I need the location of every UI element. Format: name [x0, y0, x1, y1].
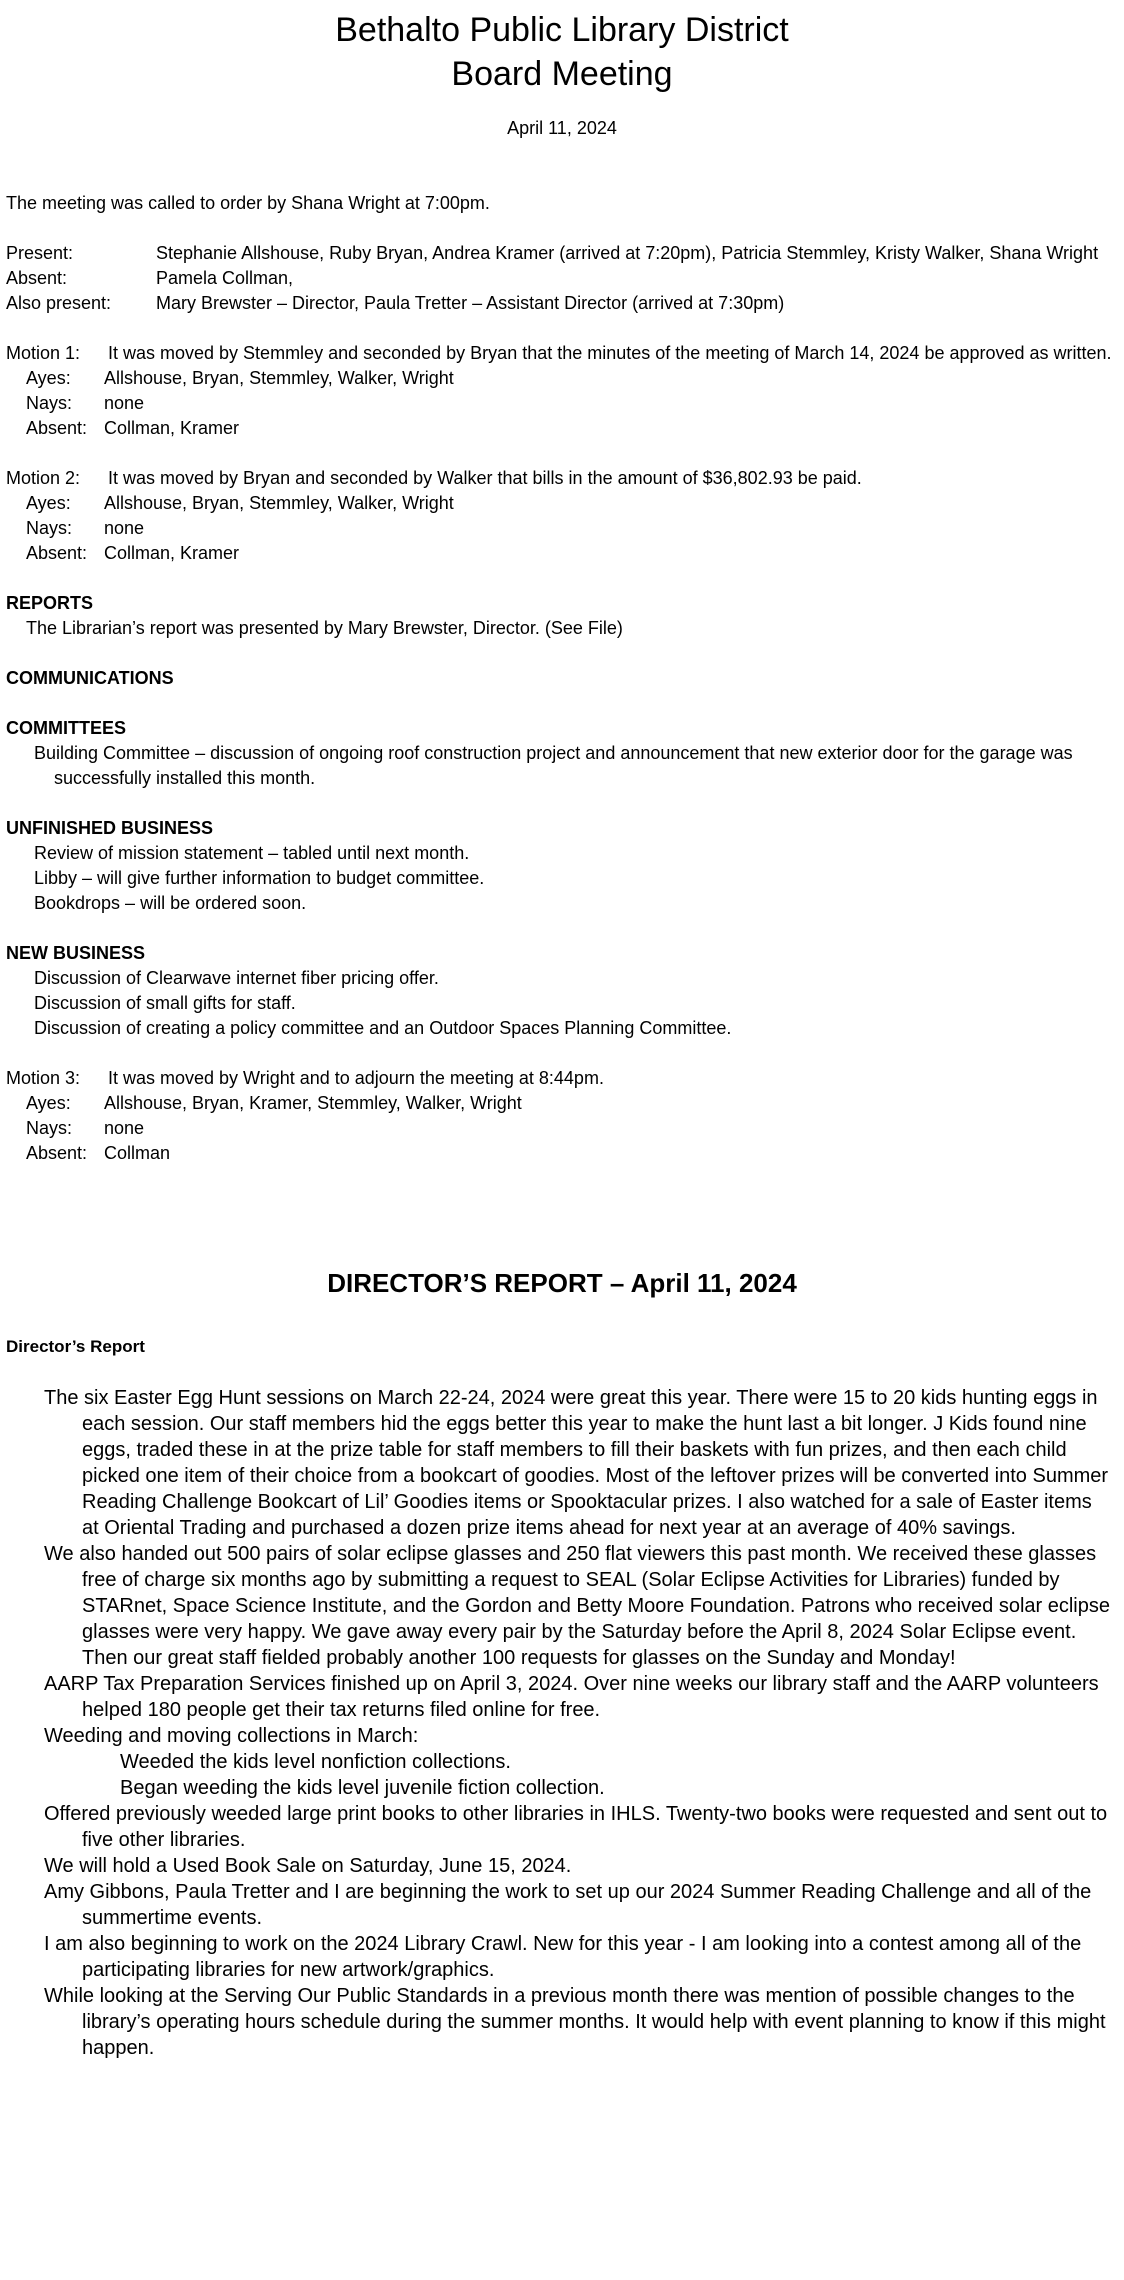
also-present-list: Mary Brewster – Director, Paula Tretter – Assistant Director (arrived at 7:30pm): [156, 293, 785, 313]
meeting-date: April 11, 2024: [507, 118, 617, 138]
vote-ayes: [6, 491, 1118, 516]
list-item: We will hold a Used Book Sale on Saturday, June 15, 2024.: [44, 1855, 572, 1877]
nays-label: Nays:: [26, 518, 73, 538]
absent-vote-list: Collman, Kramer: [104, 418, 240, 438]
communications-section: [6, 666, 1118, 691]
attendance: [6, 241, 1118, 316]
nays-list: none: [104, 1118, 145, 1138]
motion-text: It was moved by Wright and to adjourn the meeting at 8:44pm.: [108, 1068, 604, 1088]
list-item: I am also beginning to work on the 2024 Library Crawl. New for this year - I am looking into a contest among all of the participating libraries for new artwork/graphics.: [44, 1933, 1082, 1981]
absent-vote-list: Collman: [104, 1143, 171, 1163]
ayes-list: Allshouse, Bryan, Kramer, Stemmley, Walker, Wright: [104, 1093, 522, 1113]
nays-label: Nays:: [26, 393, 73, 413]
vote-absent: [6, 1141, 1118, 1166]
motion-2: [6, 466, 1118, 566]
unfinished-business-section: [6, 816, 1118, 916]
also-present-row: [6, 291, 1118, 316]
present-label: Present:: [6, 243, 74, 263]
vote-absent: [6, 416, 1118, 441]
ayes-label: Ayes:: [26, 368, 71, 388]
motion-1: [6, 341, 1118, 441]
motion-label: Motion 1:: [6, 343, 81, 363]
committees-section: [6, 716, 1118, 791]
list-item: We also handed out 500 pairs of solar eclipse glasses and 250 flat viewers this past month. We received these glasses free of charge six months ago by submitting a request to SEAL (Solar Eclipse Activities for Libraries) funded by STARnet, Space Science Institute, and the Gordon and Betty Moore Foundation. Patrons who received solar eclipse glasses were very happy. We gave away every pair by the Saturday before the April 8, 2024 Solar Eclipse event. Then our great staff fielded probably another 100 requests for glasses on the Sunday and Monday!: [44, 1543, 1110, 1669]
call-to-order: The meeting was called to order by Shana Wright at 7:00pm.: [6, 193, 490, 213]
nays-label: Nays:: [26, 1118, 73, 1138]
vote-absent: [6, 541, 1118, 566]
motion-text-row: [6, 466, 1118, 491]
list-item: Weeding and moving collections in March:: [44, 1725, 419, 1747]
reports-section: [6, 591, 1118, 641]
nays-list: none: [104, 393, 145, 413]
motion-text-row: [6, 341, 1118, 366]
directors-report-subheading: Director’s Report: [6, 1337, 145, 1356]
reports-text: The Librarian’s report was presented by Mary Brewster, Director. (See File): [26, 618, 623, 638]
org-name: Bethalto Public Library District: [335, 11, 789, 49]
motion-text-row: [6, 1066, 1118, 1091]
document-title: [0, 8, 1124, 96]
list-item: Libby – will give further information to budget committee.: [34, 868, 485, 888]
reports-heading: REPORTS: [6, 593, 94, 613]
list-item: While looking at the Serving Our Public Standards in a previous month there was mention of possible changes to the library’s operating hours schedule during the summer months. It would help with event planning to know if this might happen.: [44, 1985, 1106, 2059]
directors-report-list: [0, 1385, 1124, 2061]
ayes-label: Ayes:: [26, 493, 71, 513]
sub-list-item: Weeded the kids level nonfiction collections.: [120, 1751, 511, 1773]
absent-vote-list: Collman, Kramer: [104, 543, 240, 563]
absent-list: Pamela Collman,: [156, 268, 294, 288]
list-item: Offered previously weeded large print books to other libraries in IHLS. Twenty-two books were requested and sent out to five other libraries.: [44, 1803, 1108, 1851]
new-business-section: [6, 941, 1118, 1041]
vote-nays: [6, 1116, 1118, 1141]
communications-heading: COMMUNICATIONS: [6, 668, 174, 688]
nays-list: none: [104, 518, 145, 538]
list-item: Discussion of Clearwave internet fiber pricing offer.: [34, 968, 439, 988]
motion-text: It was moved by Bryan and seconded by Walker that bills in the amount of $36,802.93 be paid.: [108, 468, 862, 488]
present-list: Stephanie Allshouse, Ruby Bryan, Andrea Kramer (arrived at 7:20pm), Patricia Stemmley, Kristy Walker, Shana Wright: [156, 243, 1099, 263]
unfinished-business-heading: UNFINISHED BUSINESS: [6, 818, 214, 838]
meeting-title: Board Meeting: [451, 55, 673, 93]
vote-nays: [6, 516, 1118, 541]
motion-label: Motion 2:: [6, 468, 81, 488]
vote-ayes: [6, 1091, 1118, 1116]
motion-3: [6, 1066, 1118, 1166]
absent-vote-label: Absent:: [26, 418, 88, 438]
absent-label: Absent:: [6, 268, 68, 288]
list-item: AARP Tax Preparation Services finished up on April 3, 2024. Over nine weeks our library staff and the AARP volunteers helped 180 people get their tax returns filed online for free.: [44, 1673, 1099, 1721]
directors-report-title: DIRECTOR’S REPORT – April 11, 2024: [327, 1268, 797, 1298]
committees-heading: COMMITTEES: [6, 718, 126, 738]
ayes-label: Ayes:: [26, 1093, 71, 1113]
sub-list-item: Began weeding the kids level juvenile fiction collection.: [120, 1777, 605, 1799]
list-item: Review of mission statement – tabled until next month.: [34, 843, 470, 863]
new-business-heading: NEW BUSINESS: [6, 943, 146, 963]
vote-ayes: [6, 366, 1118, 391]
present-row: [6, 241, 1118, 266]
list-item: Amy Gibbons, Paula Tretter and I are beginning the work to set up our 2024 Summer Reading Challenge and all of the summertime events.: [44, 1881, 1092, 1929]
absent-row: [6, 266, 1118, 291]
ayes-list: Allshouse, Bryan, Stemmley, Walker, Wright: [104, 368, 454, 388]
committees-text: Building Committee – discussion of ongoing roof construction project and announcement that new exterior door for the garage was successfully installed this month.: [34, 743, 1073, 788]
motion-text: It was moved by Stemmley and seconded by Bryan that the minutes of the meeting of March 14, 2024 be approved as written.: [108, 343, 1112, 363]
motion-label: Motion 3:: [6, 1068, 81, 1088]
also-present-label: Also present:: [6, 293, 112, 313]
absent-vote-label: Absent:: [26, 1143, 88, 1163]
list-item: The six Easter Egg Hunt sessions on March 22-24, 2024 were great this year. There were 15 to 20 kids hunting eggs in each session. Our staff members hid the eggs better this year to make the hunt last a bit longer. J Kids found nine eggs, traded these in at the prize table for staff members to fill their baskets with fun prizes, and then each child picked one item of their choice from a bookcart of goodies. Most of the leftover prizes will be converted into Summer Reading Challenge Bookcart of Lil’ Goodies items or Spooktacular prizes. I also watched for a sale of Easter items at Oriental Trading and purchased a dozen prize items ahead for next year at an average of 40% savings.: [44, 1387, 1109, 1539]
list-item: Discussion of creating a policy committee and an Outdoor Spaces Planning Committee.: [34, 1018, 732, 1038]
absent-vote-label: Absent:: [26, 543, 88, 563]
vote-nays: [6, 391, 1118, 416]
list-item: Bookdrops – will be ordered soon.: [34, 893, 307, 913]
ayes-list: Allshouse, Bryan, Stemmley, Walker, Wright: [104, 493, 454, 513]
list-item: Discussion of small gifts for staff.: [34, 993, 296, 1013]
